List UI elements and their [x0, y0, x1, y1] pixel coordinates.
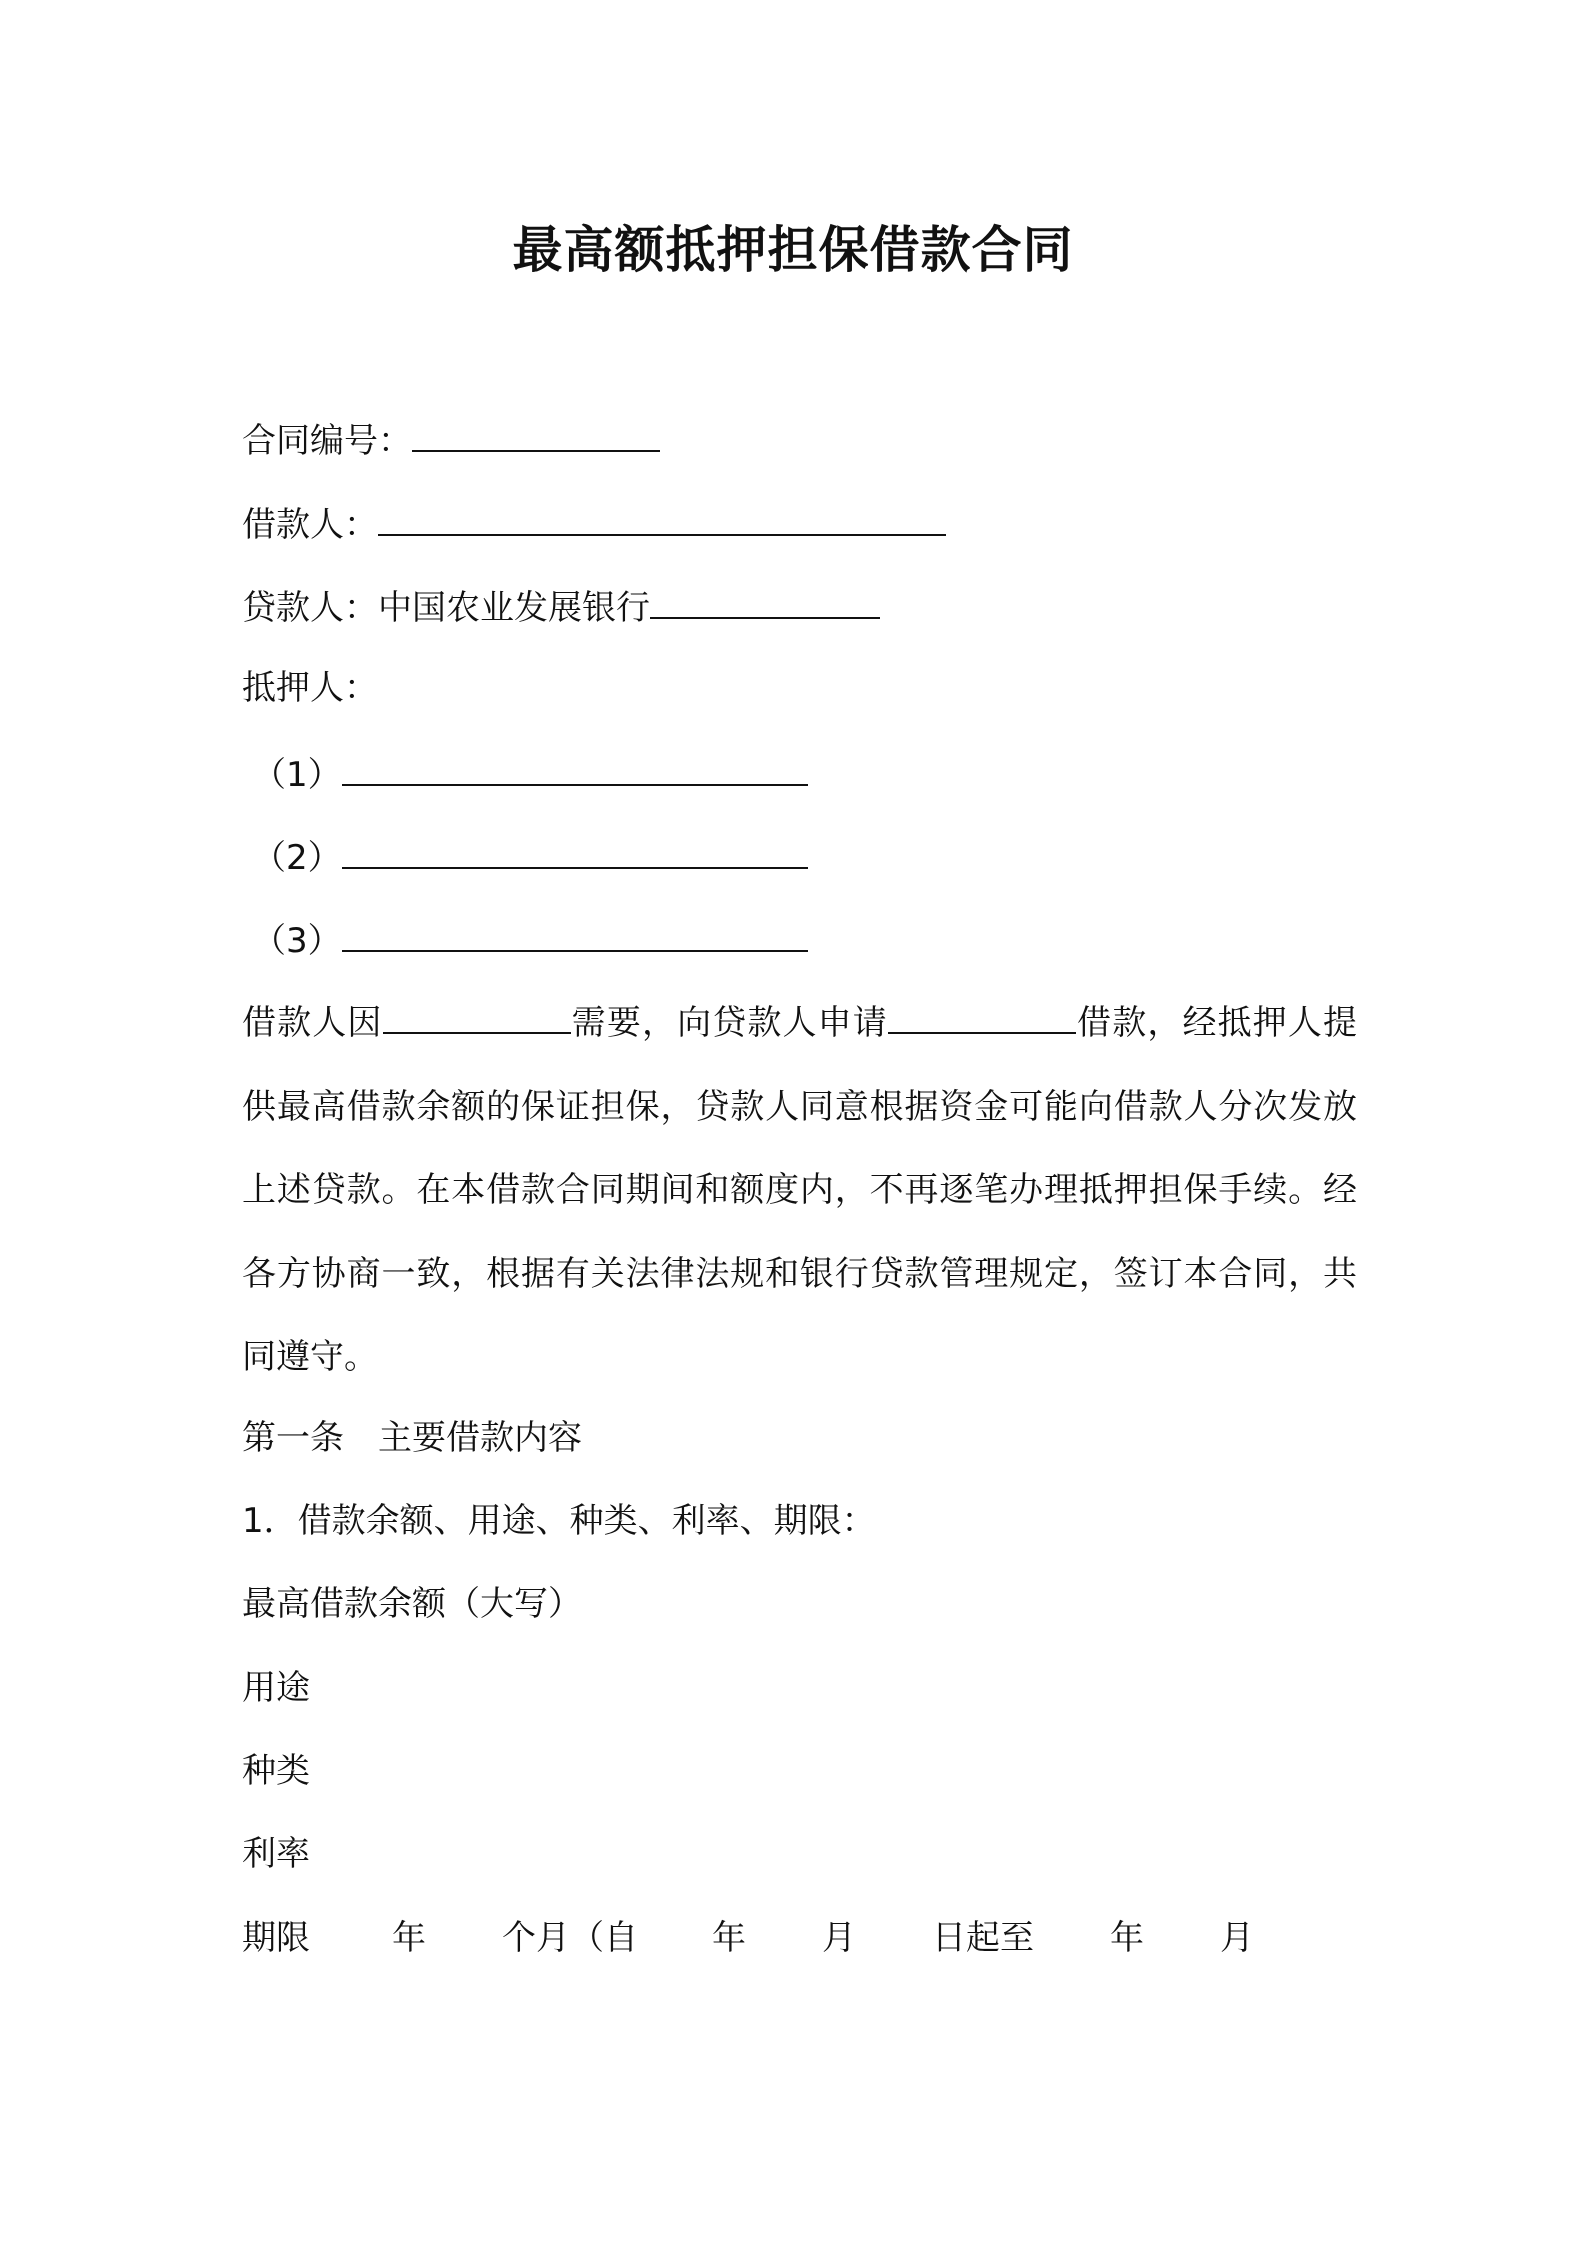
borrower-label: 借款人：	[242, 505, 378, 545]
term-year: 年	[392, 1918, 426, 1958]
term-label: 期限	[242, 1918, 310, 1958]
term-start-month: 月	[822, 1918, 856, 1958]
mortgagor-blank	[342, 912, 808, 952]
mortgagor-item	[252, 912, 808, 967]
intro-purpose-blank	[383, 994, 571, 1034]
article-1-item-1: 1．借款余额、用途、种类、利率、期限：	[242, 1501, 876, 1541]
purpose-label: 用途	[242, 1668, 310, 1708]
max-amount-label: 最高借款余额（大写）	[242, 1584, 582, 1624]
term-end-month: 月	[1220, 1918, 1254, 1958]
borrower-blank	[378, 496, 946, 536]
borrower-line	[242, 496, 946, 551]
type-label: 种类	[242, 1751, 310, 1791]
term-end-year: 年	[1110, 1918, 1144, 1958]
term-day-from-to: 日起至	[932, 1918, 1034, 1958]
lender-name: 中国农业发展银行	[378, 588, 650, 628]
term-start-year: 年	[712, 1918, 746, 1958]
contract-number-label: 合同编号：	[242, 421, 412, 461]
intro-part-2: 需要，向贷款人申请	[570, 1003, 888, 1043]
mortgagor-item-number: （3）	[252, 921, 342, 961]
lender-label: 贷款人：	[242, 588, 378, 628]
term-line	[242, 1912, 1254, 1964]
intro-part-3: 借款，经抵押人提供最高借款余额的保证担保，贷款人同意根据资金可能向借款人分次发放上述贷款。在本借款合同期间和额度内，不再逐笔办理抵押担保手续。经各方协商一致，根据有关法律法规和银行贷款管理规定，签订本合同，共同遵守。	[242, 1003, 1358, 1377]
article-1-heading: 第一条 主要借款内容	[242, 1418, 582, 1458]
mortgagor-item-number: （1）	[252, 755, 342, 795]
mortgagor-blank	[342, 746, 808, 786]
intro-paragraph	[242, 982, 1357, 1400]
contract-number-line	[242, 412, 660, 467]
mortgagor-item	[252, 829, 808, 884]
intro-part-1: 借款人因	[242, 1003, 383, 1043]
rate-label: 利率	[242, 1834, 310, 1874]
mortgagor-item	[252, 746, 808, 801]
mortgagor-item-number: （2）	[252, 838, 342, 878]
intro-loan-type-blank	[888, 994, 1076, 1034]
term-month-count: 个月（自	[502, 1918, 638, 1958]
mortgagor-label: 抵押人：	[242, 668, 378, 708]
lender-blank	[650, 579, 880, 619]
contract-number-blank	[412, 412, 660, 452]
mortgagor-blank	[342, 829, 808, 869]
lender-line	[242, 579, 880, 634]
document-title: 最高额抵押担保借款合同	[512, 221, 1074, 279]
